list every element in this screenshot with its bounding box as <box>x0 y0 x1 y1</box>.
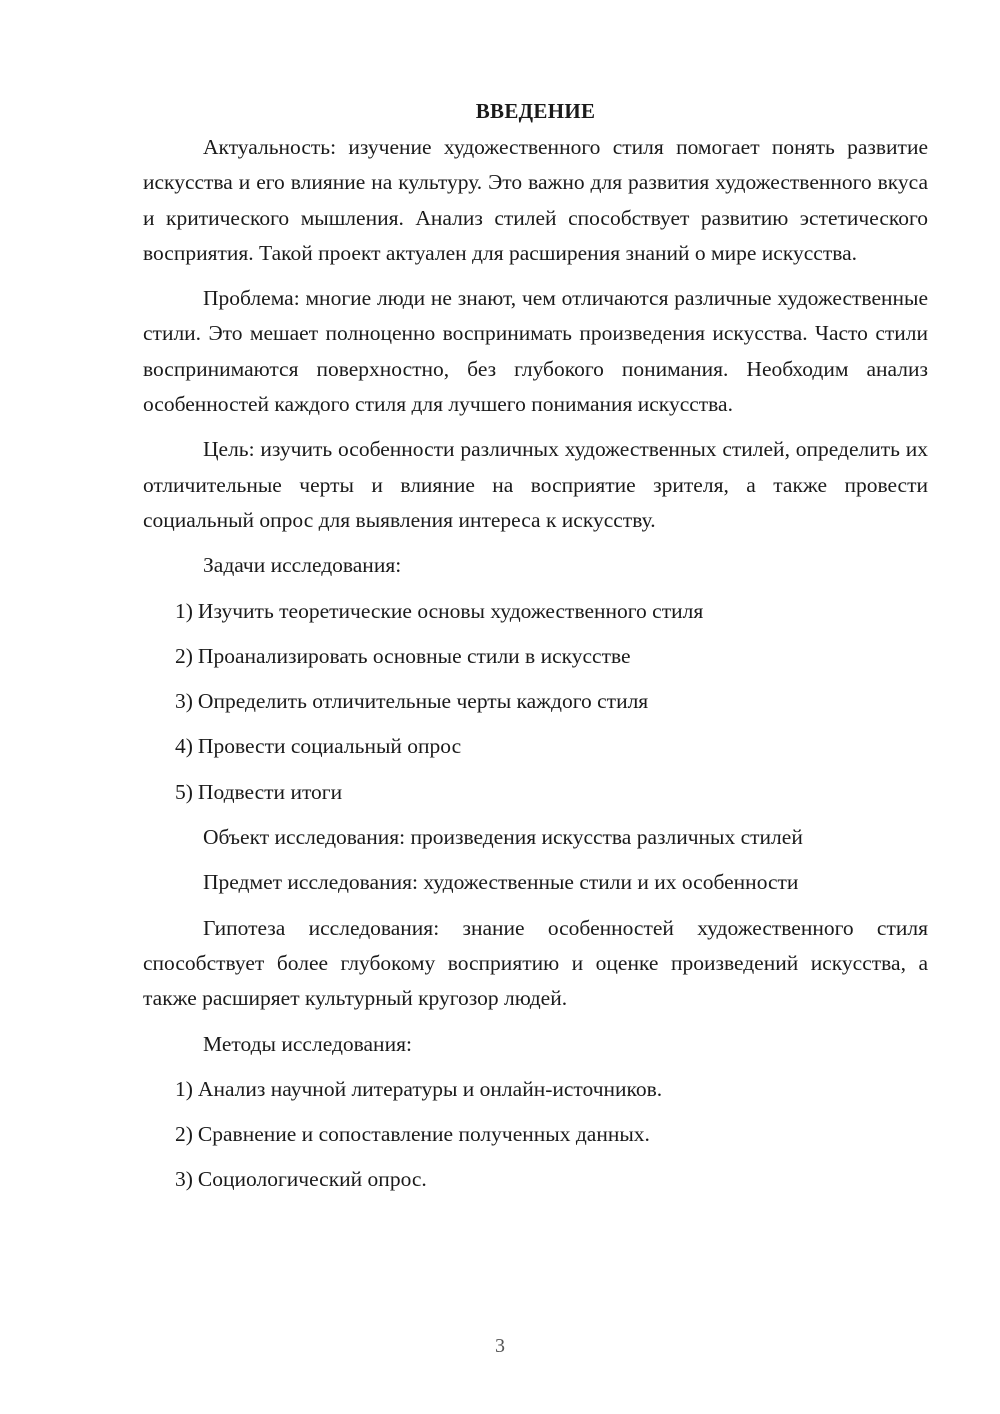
subject-paragraph: Предмет исследования: художественные стили и их особенности <box>203 870 799 895</box>
page-title: ВВЕДЕНИЕ <box>475 99 596 123</box>
list-item: 2) Проанализировать основные стили в искусстве <box>175 643 631 668</box>
hypothesis-paragraph: Гипотеза исследования: знание особенностей художественного стиля способствует более глубокому восприятию и оценке произведений искусства, а также расширяет культурный кругозор людей. <box>143 915 928 1011</box>
list-item: 1) Изучить теоретические основы художественного стиля <box>175 598 704 623</box>
list-item: 3) Определить отличительные черты каждого стиля <box>175 689 649 714</box>
list-item: 5) Подвести итоги <box>175 779 343 804</box>
goal-paragraph: Цель: изучить особенности различных художественных стилей, определить их отличительные черты и влияние на восприятие зрителя, а также провести социальный опрос для выявления интереса к искусству. <box>143 437 928 532</box>
list-item: 3) Социологический опрос. <box>175 1167 427 1192</box>
methods-list <box>143 1072 928 1198</box>
object-paragraph: Объект исследования: произведения искусства различных стилей <box>203 825 803 850</box>
methods-heading: Методы исследования: <box>203 1031 412 1056</box>
list-item: 4) Провести социальный опрос <box>175 734 462 759</box>
list-item: 2) Сравнение и сопоставление полученных данных. <box>175 1122 650 1147</box>
tasks-heading: Задачи исследования: <box>203 553 402 578</box>
problem-paragraph: Проблема: многие люди не знают, чем отличаются различные художественные стили. Это мешает полноценно воспринимать произведения искусства. Часто стили воспринимаются поверхностно, без глубокого понимания. Необходим анализ особенностей каждого стиля для лучшего понимания искусства. <box>143 286 928 417</box>
relevance-paragraph: Актуальность: изучение художественного стиля помогает понять развитие искусства и его влияние на культуру. Это важно для развития художественного вкуса и критического мышления. Анализ стилей способствует развитию эстетического восприятия. Такой проект актуален для расширения знаний о мире искусства. <box>143 135 928 265</box>
list-item: 1) Анализ научной литературы и онлайн-источников. <box>175 1076 663 1101</box>
tasks-list <box>143 594 928 810</box>
page-number: 3 <box>495 1335 505 1357</box>
document-page <box>143 96 928 1208</box>
